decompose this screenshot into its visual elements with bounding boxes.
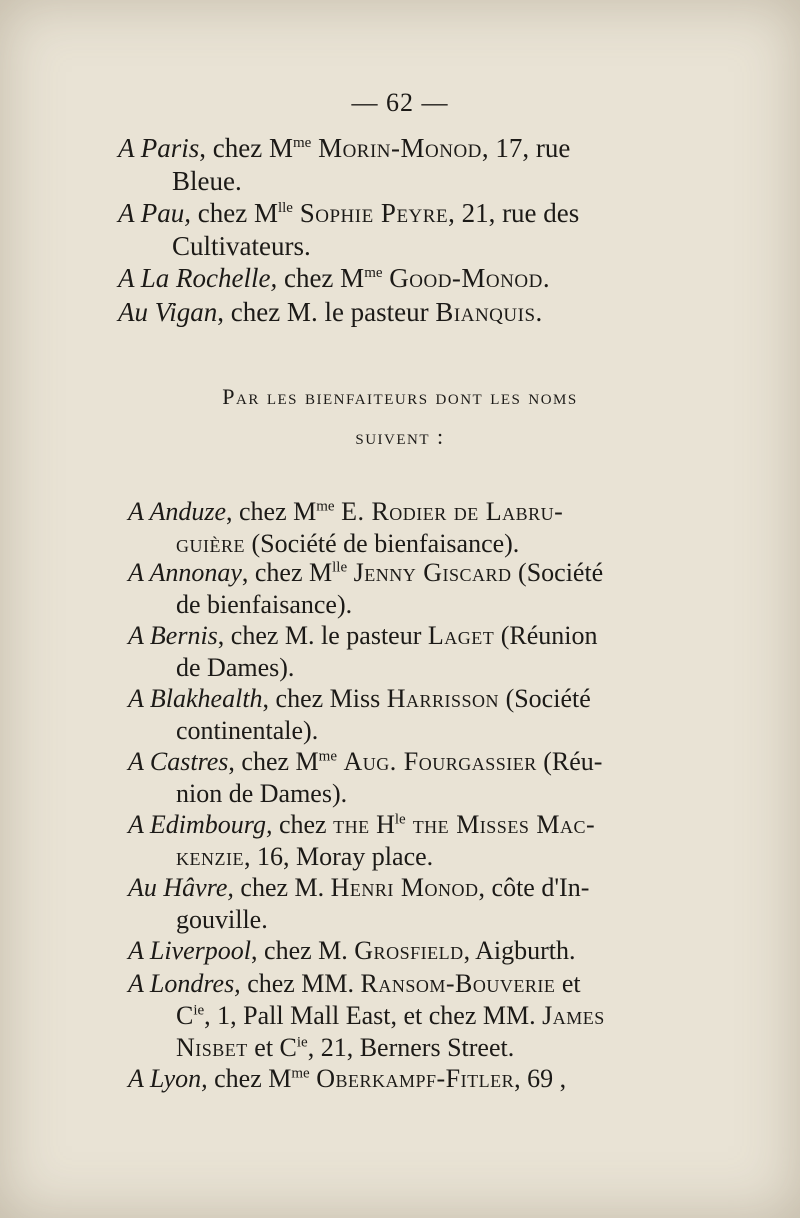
entry-bernis: A Bernis, chez M. le pasteur Laget (Réunion de Dames).: [128, 621, 598, 682]
entry-la-rochelle: A La Rochelle, chez $M^{me}$ Good-Monod.: [118, 263, 550, 293]
entry-londres: A Londres, chez MM. Ransom-Bouverie et $C^{ie}$, 1, Pall Mall East, et chez MM. James Nisbet et $C^{ie}$, 21, Berners Street.: [128, 969, 605, 1062]
person-name: Sophie Peyre: [299, 198, 449, 228]
person-name: Bianquis: [435, 297, 536, 327]
entry-castres: A Castres, chez $M^{me}$ Aug. Fourgassier (Réu- nion de Dames).: [128, 747, 603, 808]
entry-lyon: A Lyon, chez $M^{me}$ Oberkampf-Fitler, 69 ,: [128, 1064, 567, 1093]
entry-annonay: A Annonay, chez $M^{lle}$ Jenny Giscard (Société de bienfaisance).: [128, 558, 604, 619]
entry-liverpool: A Liverpool, chez M. Grosfield, Aigburth.: [128, 936, 576, 965]
city-name: A Paris: [118, 133, 200, 163]
entry-edimbourg: A Edimbourg, chez the $H^{le}$ the Misses Mac- kenzie, 16, Moray place.: [128, 810, 596, 871]
section-heading: Par les bienfaiteurs dont les noms: [222, 384, 578, 409]
city-name: A La Rochelle,: [118, 263, 278, 293]
entry-paris: A Paris, chez $M^{me}$ Morin-Monod, 17, rue Bleue.: [118, 133, 571, 196]
person-name: Good-Monod: [389, 263, 543, 293]
person-name: Morin-Monod: [318, 133, 482, 163]
entry-vigan: Au Vigan, chez M. le pasteur Bianquis.: [118, 297, 543, 327]
city-name: A Pau,: [118, 198, 191, 228]
section-heading-continued: suivent :: [355, 424, 445, 449]
entry-havre: Au Hâvre, chez M. Henri Monod, côte d'In- gouville.: [128, 873, 590, 934]
city-name: Au Vigan: [118, 297, 218, 327]
page-number: — 62 —: [351, 88, 449, 117]
entry-blakhealth: A Blakhealth, chez Miss Harrisson (Société continentale).: [128, 684, 591, 745]
entry-pau: A Pau, chez $M^{lle}$ Sophie Peyre, 21, rue des Cultivateurs.: [118, 198, 580, 261]
entry-anduze: A Anduze, chez $M^{me}$ E. Rodier de Labru- guière (Société de bienfaisance).: [128, 497, 564, 558]
